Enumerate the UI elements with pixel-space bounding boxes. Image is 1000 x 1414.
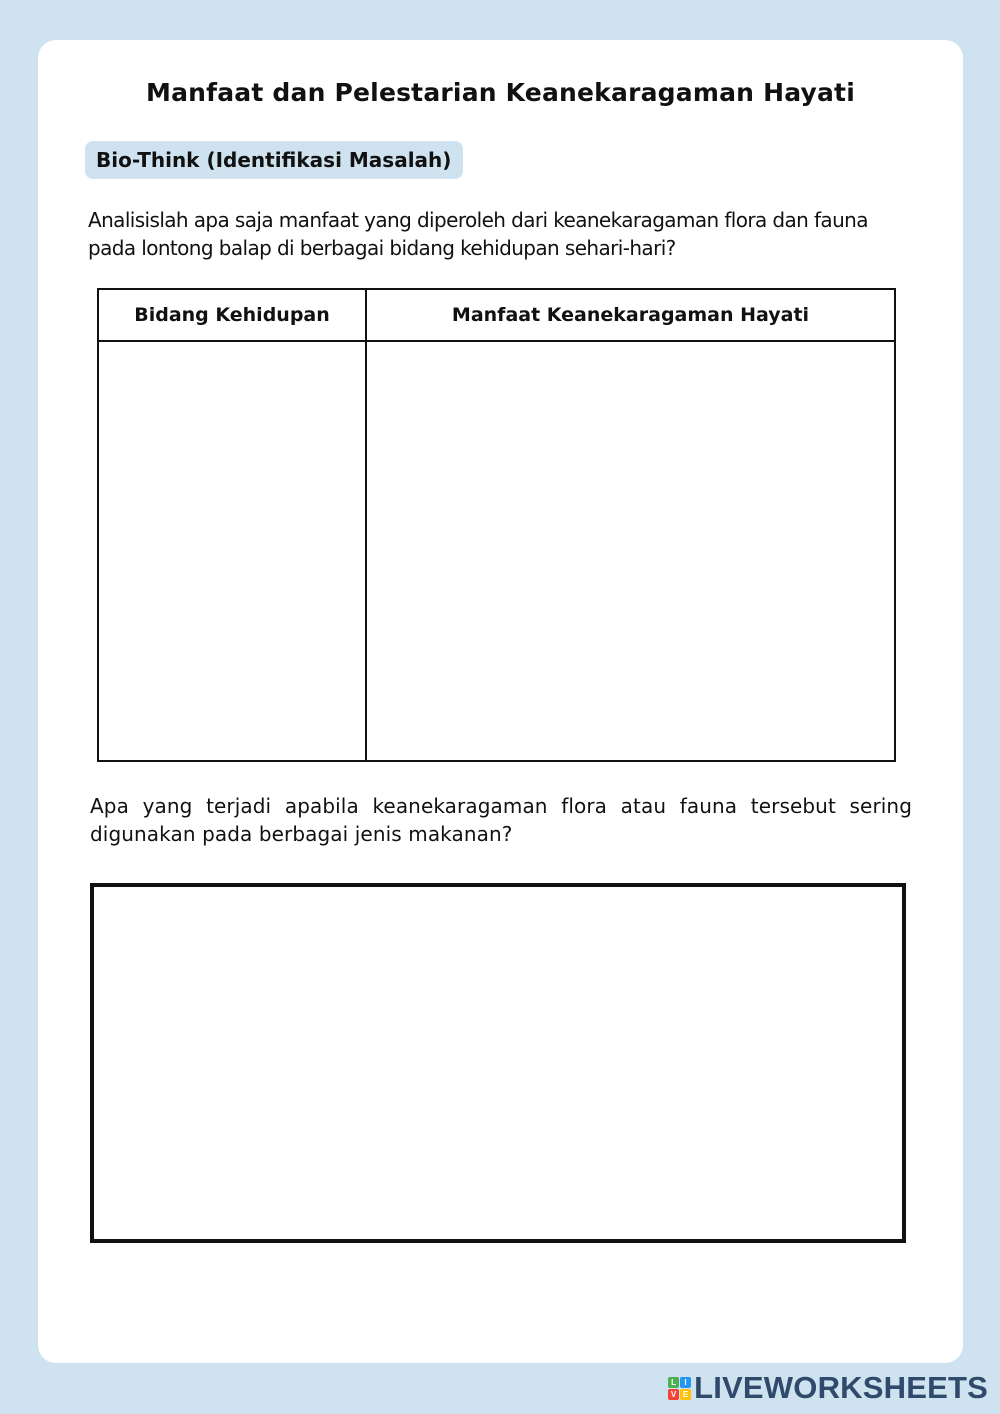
section-label: Bio-Think (Identifikasi Masalah) [85, 141, 463, 179]
liveworksheets-brand [668, 1370, 988, 1406]
answer-cell-manfaat[interactable] [366, 341, 895, 761]
page-title: Manfaat dan Pelestarian Keanekaragaman Hayati [146, 78, 855, 107]
logo-letter-i: I [680, 1377, 691, 1388]
question-2: Apa yang terjadi apabila keanekaragaman flora atau fauna tersebut sering digunakan pada berbagai jenis makanan? [90, 794, 912, 846]
answer-box-2[interactable] [90, 883, 906, 1243]
header-manfaat: Manfaat Keanekaragaman Hayati [366, 289, 895, 341]
question-1: Analisislah apa saja manfaat yang diperoleh dari keanekaragaman flora dan fauna pada lontong balap di berbagai bidang kehidupan sehari-hari? [88, 208, 868, 260]
liveworksheets-logo-icon [668, 1377, 691, 1400]
table-row [98, 341, 895, 761]
table-header-row [98, 289, 895, 341]
header-bidang-kehidupan: Bidang Kehidupan [98, 289, 366, 341]
worksheet-page [38, 40, 963, 1363]
brand-name: LIVEWORKSHEETS [694, 1370, 988, 1405]
answer-table [97, 288, 896, 762]
logo-letter-v: V [668, 1389, 679, 1400]
logo-letter-l: L [668, 1377, 679, 1388]
answer-cell-bidang[interactable] [98, 341, 366, 761]
logo-letter-e: E [680, 1389, 691, 1400]
